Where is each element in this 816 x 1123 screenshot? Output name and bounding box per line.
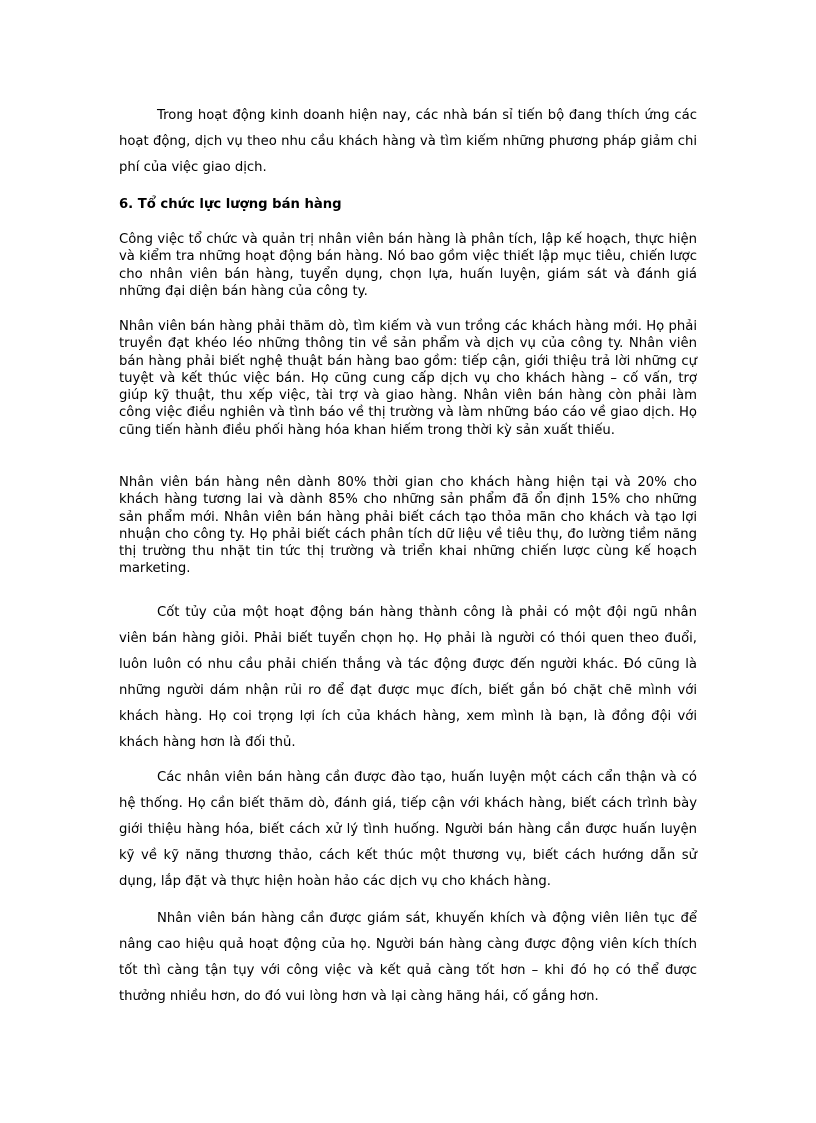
intro-paragraph: Trong hoạt động kinh doanh hiện nay, các nhà bán sỉ tiến bộ đang thích ứng các hoạt động, dịch vụ theo nhu cầu khách hàng và tìm kiếm những phương pháp giảm chi phí của việc giao dịch. — [119, 108, 697, 175]
body-paragraph: Cốt tủy của một hoạt động bán hàng thành công là phải có một đội ngũ nhân viên bán hàng giỏi. Phải biết tuyển chọn họ. Họ phải là người có thói quen theo đuổi, luôn luôn có nhu cầu phải chiến thắng và tác động được đến người khác. Đó cũng là những người dám nhận rủi ro để đạt được mục đích, biết gắn bó chặt chẽ mình với khách hàng. Họ coi trọng lợi ích của khách hàng, xem mình là bạn, là đồng đội với khách hàng hơn là đối thủ. — [119, 605, 697, 750]
body-paragraph: Nhân viên bán hàng phải thăm dò, tìm kiếm và vun trồng các khách hàng mới. Họ phải truyền đạt khéo léo những thông tin về sản phẩm và dịch vụ của công ty. Nhân viên bán hàng phải biết nghệ thuật bán hàng bao gồm: tiếp cận, giới thiệu trả lời những cự tuyệt và kết thúc việc bán. Họ cũng cung cấp dịch vụ cho khách hàng – cố vấn, trợ giúp kỹ thuật, thu xếp việc, tài trợ và giao hàng. Nhân viên bán hàng còn phải làm công việc điều nghiên và tình báo về thị trường và làm những báo cáo về giao dịch. Họ cũng tiến hành điều phối hàng hóa khan hiếm trong thời kỳ sản xuất thiếu. — [119, 319, 697, 438]
body-paragraph: Công việc tổ chức và quản trị nhân viên bán hàng là phân tích, lập kế hoạch, thực hiện và kiểm tra những hoạt động bán hàng. Nó bao gồm việc thiết lập mục tiêu, chiến lược cho nhân viên bán hàng, tuyển dụng, chọn lựa, huấn luyện, giám sát và đánh giá những đại diện bán hàng của công ty. — [119, 232, 697, 299]
body-paragraph: Nhân viên bán hàng cần được giám sát, khuyến khích và động viên liên tục để nâng cao hiệu quả hoạt động của họ. Người bán hàng càng được động viên kích thích tốt thì càng tận tụy với công việc và kết quả càng tốt hơn – khi đó họ có thể được thưởng nhiều hơn, do đó vui lòng hơn và lại càng hăng hái, cố gắng hơn. — [119, 911, 697, 1004]
section-heading: 6. Tổ chức lực lượng bán hàng — [119, 197, 342, 212]
body-paragraph: Các nhân viên bán hàng cần được đào tạo, huấn luyện một cách cẩn thận và có hệ thống. Họ cần biết thăm dò, đánh giá, tiếp cận với khách hàng, biết cách trình bày giới thiệu hàng hóa, biết cách xử lý tình huống. Người bán hàng cần được huấn luyện kỹ về kỹ năng thương thảo, cách kết thúc một thương vụ, biết cách hướng dẫn sử dụng, lắp đặt và thực hiện hoàn hảo các dịch vụ cho khách hàng. — [119, 770, 697, 889]
body-paragraph: Nhân viên bán hàng nên dành 80% thời gian cho khách hàng hiện tại và 20% cho khách hàng tương lai và dành 85% cho những sản phẩm đã ổn định 15% cho những sản phẩm mới. Nhân viên bán hàng phải biết cách tạo thỏa mãn cho khách và tạo lợi nhuận cho công ty. Họ phải biết cách phân tích dữ liệu về tiêu thụ, đo lường tiềm năng thị trường thu nhặt tin tức thị trường và triển khai những chiến lược cùng kế hoạch marketing. — [119, 475, 697, 577]
